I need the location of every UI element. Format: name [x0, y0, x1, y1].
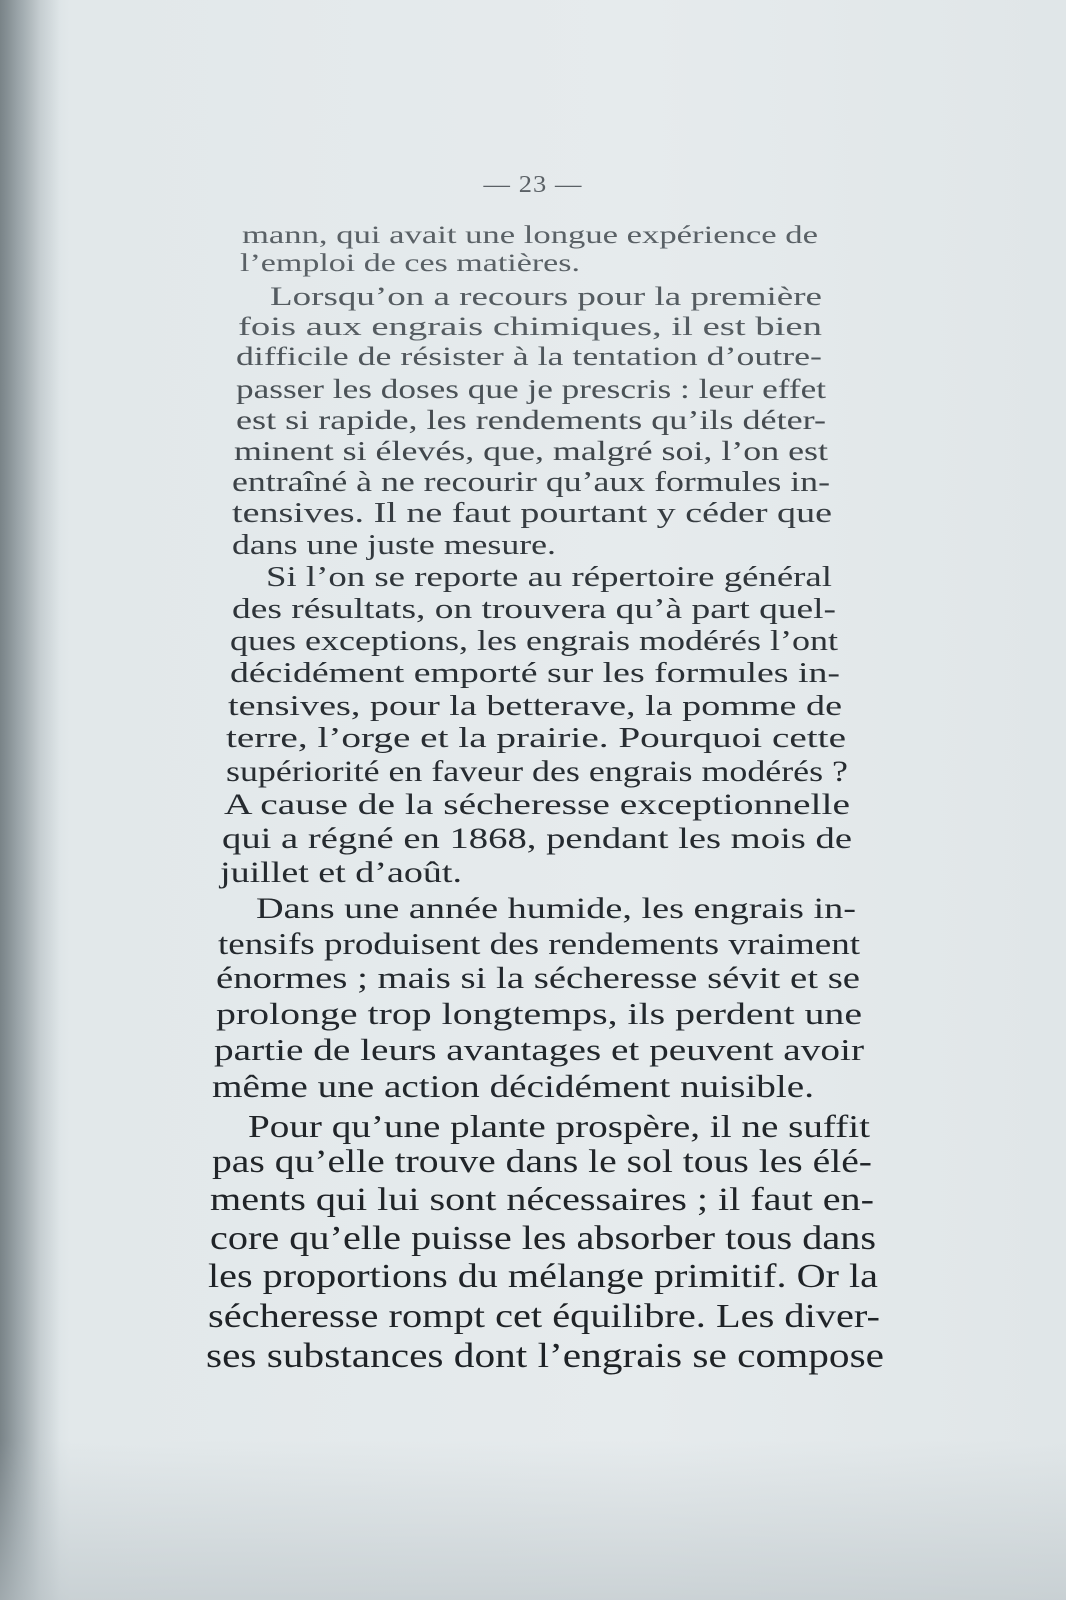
text-line: pas qu’elle trouve dans le sol tous les élé- [212, 1144, 872, 1180]
text-line: qui a régné en 1868, pendant les mois de [222, 822, 852, 855]
text-line: Dans une année humide, les engrais in- [256, 892, 856, 925]
text-line: sécheresse rompt cet équilibre. Les diver- [208, 1298, 880, 1335]
text-line: ments qui lui sont nécessaires ; il faut en- [210, 1182, 874, 1218]
text-line: ques exceptions, les engrais modérés l’ont [230, 625, 839, 657]
text-line: partie de leurs avantages et peuvent avoir [214, 1032, 865, 1067]
text-line: passer les doses que je prescris : leur effet [236, 374, 826, 404]
text-line: fois aux engrais chimiques, il est bien [238, 312, 822, 341]
text-line: Lorsqu’on a recours pour la première [270, 282, 822, 311]
text-line: des résultats, on trouvera qu’à part quel- [232, 594, 837, 625]
text-line: les proportions du mélange primitif. Or la [208, 1258, 878, 1295]
text-line: minent si élevés, que, malgré soi, l’on est [234, 436, 828, 466]
text-line: Pour qu’une plante prospère, il ne suffit [248, 1108, 870, 1144]
text-line: supériorité en faveur des engrais modérés ? [226, 755, 848, 788]
text-line: terre, l’orge et la prairie. Pourquoi cette [226, 722, 846, 754]
text-line: même une action décidément nuisible. [212, 1068, 815, 1104]
text-line: juillet et d’août. [220, 856, 463, 889]
page-number-text: — 23 — [483, 172, 583, 198]
text-line: entraîné à ne recourir qu’aux formules in- [232, 467, 830, 498]
page-bottom-shadow [0, 1440, 1066, 1600]
text-line: ses substances dont l’engrais se compose [206, 1336, 884, 1375]
text-line: l’emploi de ces matières. [240, 250, 580, 277]
text-line: tensifs produisent des rendements vraiment [218, 926, 861, 961]
text-line: difficile de résister à la tentation d’outre- [236, 342, 822, 371]
text-line: dans une juste mesure. [232, 530, 556, 561]
text-line: mann, qui avait une longue expérience de [242, 222, 818, 249]
text-line: tensives. Il ne faut pourtant y céder que [232, 498, 832, 529]
text-line: prolonge trop longtemps, ils perdent une [216, 996, 862, 1031]
text-line: est si rapide, les rendements qu’ils déter- [236, 405, 826, 435]
text-line: énormes ; mais si la sécheresse sévit et se [216, 960, 861, 995]
text-line: core qu’elle puisse les absorber tous dans [210, 1220, 876, 1257]
text-line: décidément emporté sur les formules in- [230, 657, 840, 689]
text-line: Si l’on se reporte au répertoire général [266, 562, 832, 593]
text-line: tensives, pour la betterave, la pomme de [228, 690, 843, 722]
text-line: A cause de la sécheresse exceptionnelle [224, 788, 850, 821]
